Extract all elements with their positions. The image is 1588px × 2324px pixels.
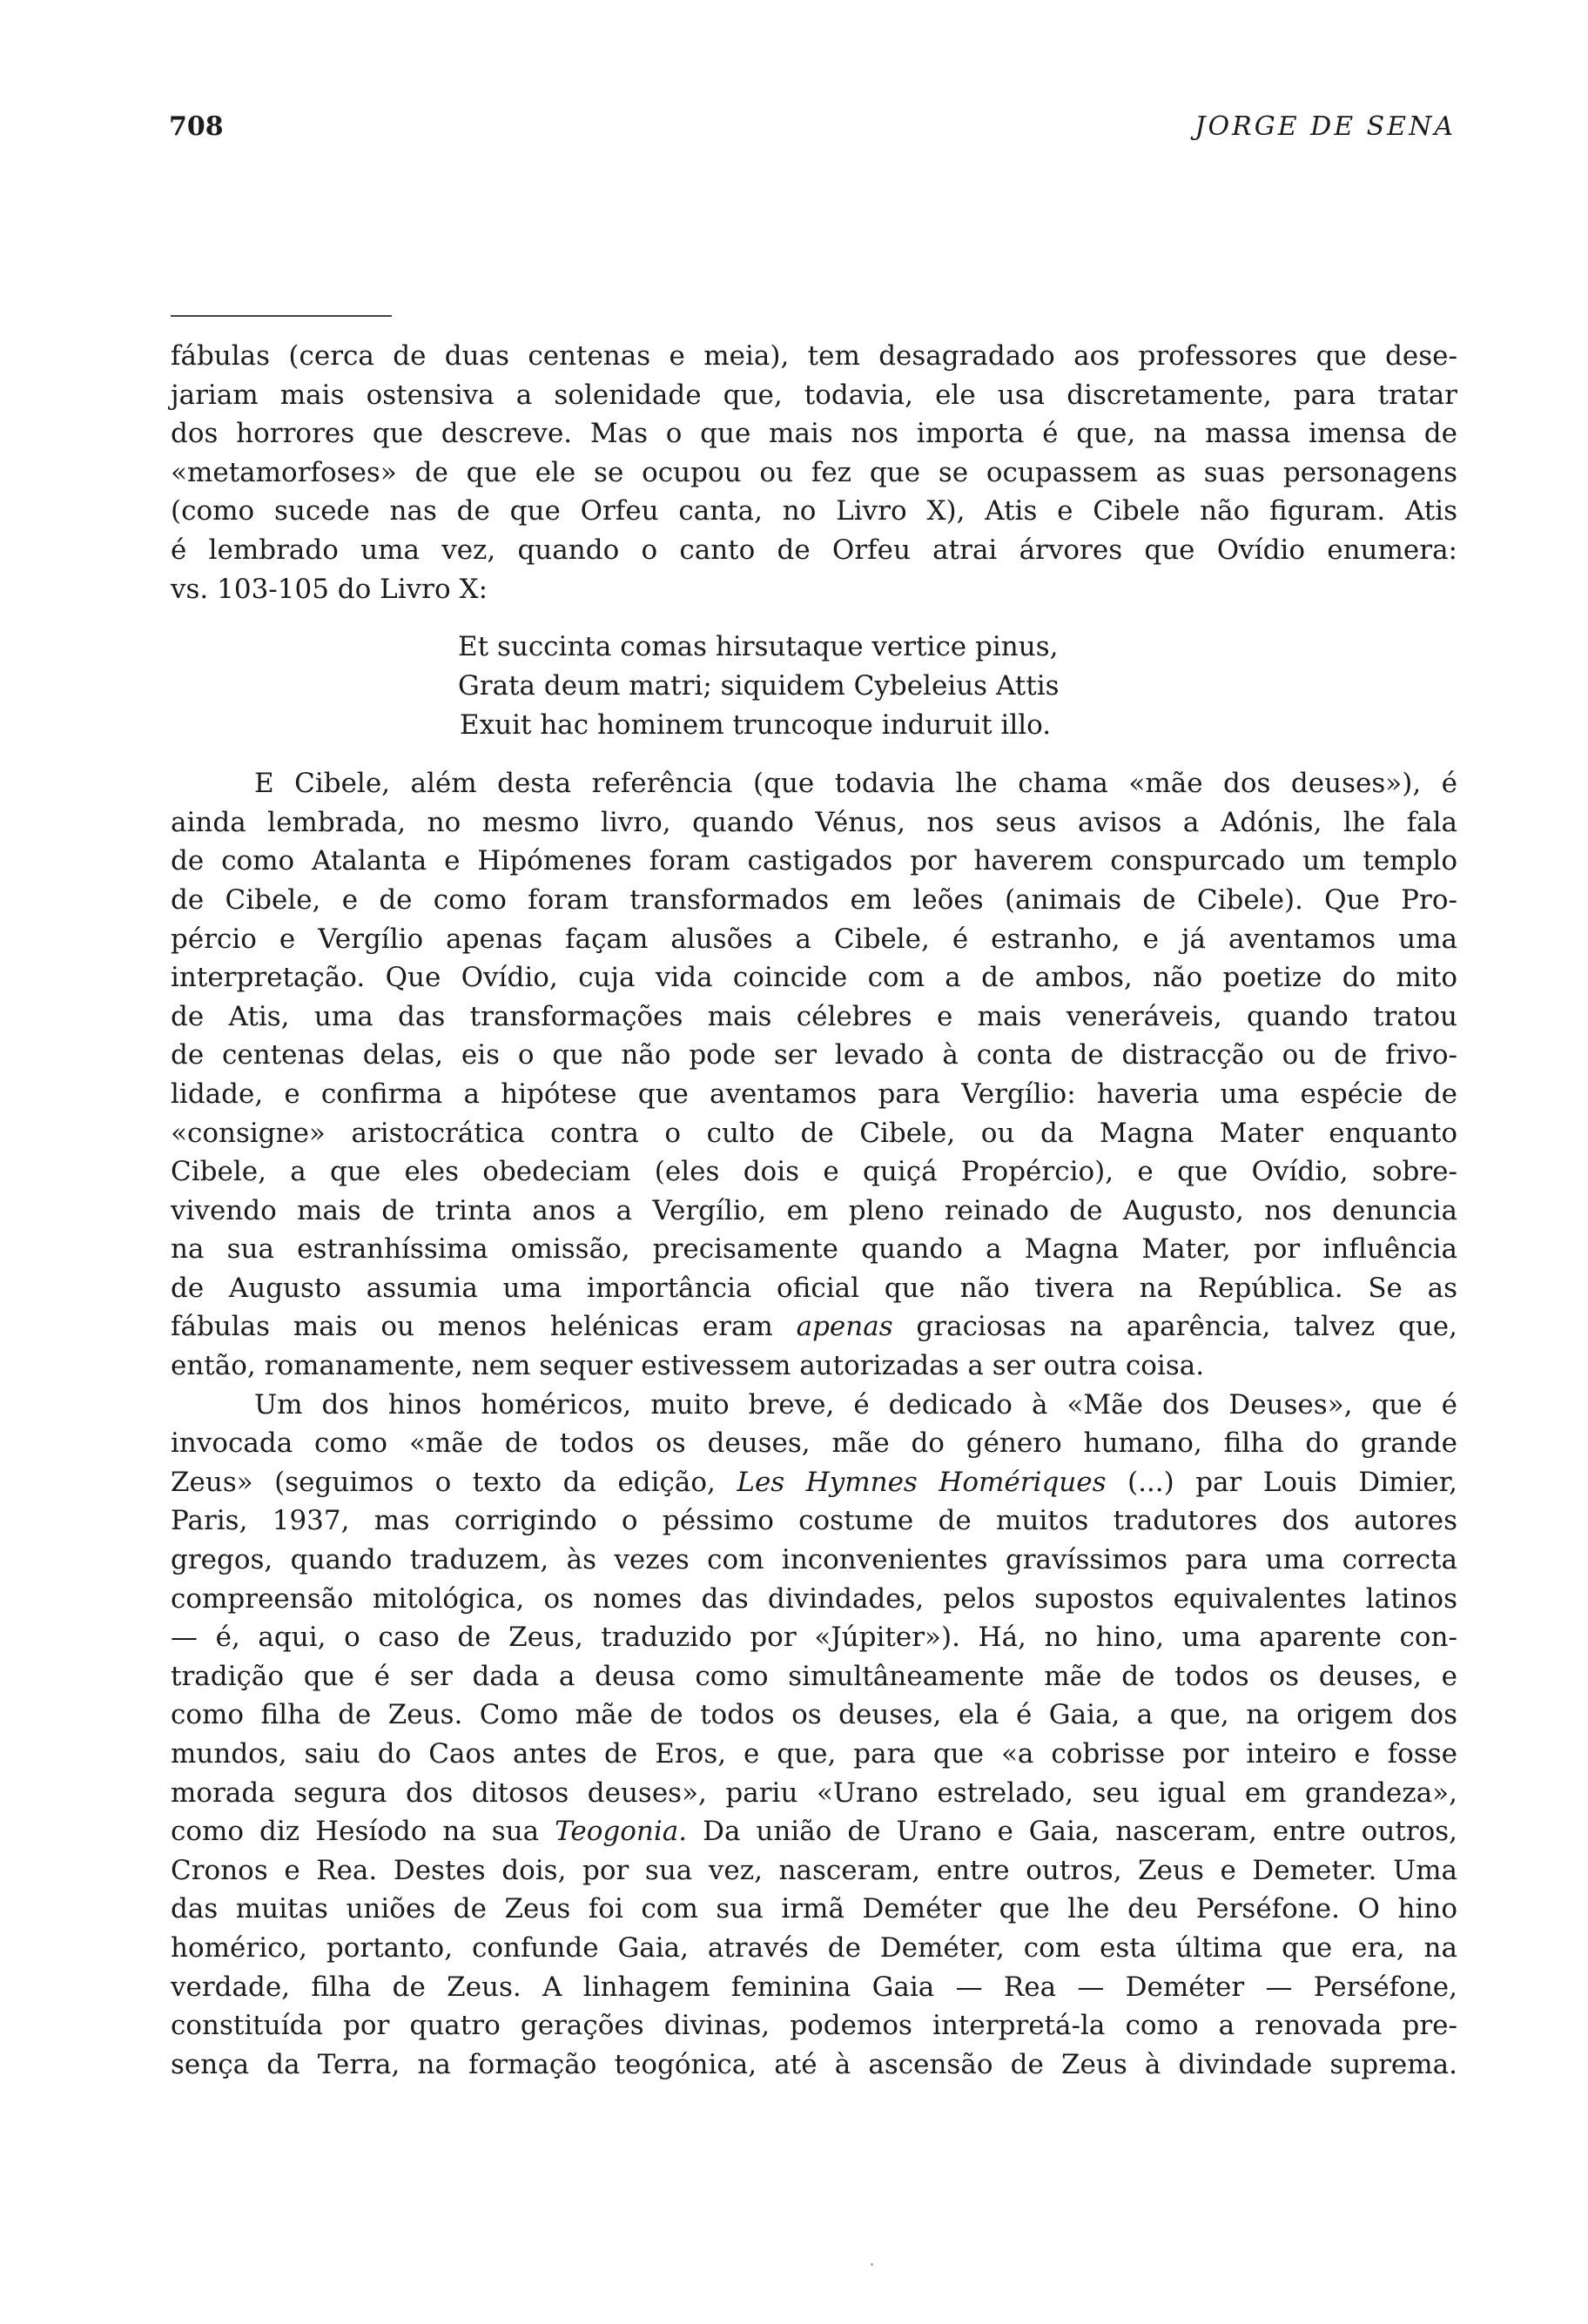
verse-line: Et succinta comas hirsutaque vertice pinus, (458, 631, 1059, 663)
text-line: «metamorfoses» de que ele se ocupou ou fez que se ocupassem as suas personagens (171, 456, 1457, 488)
text-line: (como sucede nas de que Orfeu canta, no Livro X), Atis e Cibele não figuram. Atis (171, 495, 1457, 527)
text-line (171, 1812, 1457, 1851)
text-run: Zeus» (seguimos o texto da edição, (171, 1466, 737, 1498)
text-line: na sua estranhíssima omissão, precisamente quando a Magna Mater, por influência (171, 1233, 1457, 1266)
text-line: vivendo mais de trinta anos a Vergílio, em pleno reinado de Augusto, nos denuncia (171, 1194, 1457, 1226)
text-line: como filha de Zeus. Como mãe de todos os deuses, ela é Gaia, a que, na origem dos (171, 1699, 1457, 1731)
text-line: E Cibele, além desta referência (que todavia lhe chama «mãe dos deuses»), é (254, 768, 1457, 800)
text-line: de Cibele, e de como foram transformados em leões (animais de Cibele). Que Pro- (171, 883, 1457, 916)
text-line: vs. 103-105 do Livro X: (171, 573, 488, 605)
verse-line: Exuit hac hominem truncoque induruit illo. (460, 709, 1052, 742)
text-line: de como Atalanta e Hipómenes foram castigados por haverem conspurcado um templo (171, 845, 1457, 877)
text-line: fábulas (cerca de duas centenas e meia), tem desagradado aos professores que dese- (171, 340, 1457, 372)
text-line: Cronos e Rea. Destes dois, por sua vez, nasceram, entre outros, Zeus e Demeter. Uma (171, 1854, 1457, 1886)
text-line: Paris, 1937, mas corrigindo o péssimo costume de muitos tradutores dos autores (171, 1505, 1457, 1537)
text-run: como diz Hesíodo na sua (171, 1816, 555, 1848)
text-line: constituída por quatro gerações divinas, podemos interpretá-la como a renovada pre- (171, 2010, 1457, 2042)
emphasis-apenas: apenas (796, 1311, 893, 1343)
text-line: gregos, quando traduzem, às vezes com inconvenientes gravíssimos para uma correcta (171, 1544, 1457, 1576)
verse-line: Grata deum matri; siquidem Cybeleius Attis (458, 670, 1060, 702)
text-line: tradição que é ser dada a deusa como simultâneamente mãe de todos os deuses, e (171, 1660, 1457, 1692)
running-head: JORGE DE SENA (1194, 111, 1456, 142)
text-run: fábulas mais ou menos helénicas eram (171, 1311, 797, 1343)
book-title-italic: Les Hymnes Homériques (737, 1466, 1107, 1498)
text-line (171, 1307, 1457, 1347)
text-line: Um dos hinos homéricos, muito breve, é dedicado à «Mãe dos Deuses», que é (254, 1388, 1457, 1421)
text-line: dos horrores que descreve. Mas o que mais nos importa é que, na massa imensa de (171, 418, 1457, 450)
text-line: então, romanamente, nem sequer estivessem autorizadas a ser outra coisa. (171, 1350, 1205, 1382)
text-line: ainda lembrada, no mesmo livro, quando Vénus, nos seus avisos a Adónis, lhe fala (171, 806, 1457, 838)
paragraph-2 (171, 764, 1457, 1386)
text-line: compreensão mitológica, os nomes das divindades, pelos supostos equivalentes latinos (171, 1582, 1457, 1615)
text-line: lidade, e confirma a hipótese que aventamos para Vergílio: haveria uma espécie de (171, 1078, 1457, 1110)
text-line: morada segura dos ditosos deuses», pariu «Urano estrelado, seu igual em grandeza», (171, 1777, 1457, 1809)
text-run: Da união de Urano e Gaia, nasceram, entre outros, (687, 1816, 1458, 1848)
text-line (171, 1463, 1457, 1502)
text-line: pércio e Vergílio apenas façam alusões a Cibele, é estranho, e já aventamos uma (171, 923, 1457, 955)
text-line: de centenas delas, eis o que não pode ser levado à conta de distracção ou de frivo- (171, 1039, 1457, 1071)
book-title-italic: Teogonia. (555, 1816, 688, 1848)
text-line: interpretação. Que Ovídio, cuja vida coincide com a de ambos, não poetize do mito (171, 962, 1457, 994)
text-line: Cibele, a que eles obedeciam (eles dois e quiçá Propércio), e que Ovídio, sobre- (171, 1156, 1457, 1188)
page-header (169, 111, 1456, 155)
paragraph-3 (171, 1386, 1457, 2085)
paragraph-1 (171, 337, 1457, 608)
text-line: de Atis, uma das transformações mais célebres e mais veneráveis, quando tratou (171, 1000, 1457, 1032)
text-line: mundos, saiu do Caos antes de Eros, e que, para que «a cobrisse por inteiro e fosse (171, 1738, 1457, 1770)
paper-speck (871, 2263, 873, 2266)
footnote-rule (171, 315, 392, 317)
text-run: (...) par Louis Dimier, (1106, 1466, 1457, 1498)
text-line: homérico, portanto, confunde Gaia, através de Deméter, com esta última que era, na (171, 1931, 1457, 1964)
text-line: é lembrado uma vez, quando o canto de Orfeu atrai árvores que Ovídio enumera: (171, 534, 1457, 566)
latin-verse-quote (458, 628, 1457, 745)
text-line: invocada como «mãe de todos os deuses, mãe do género humano, filha do grande (171, 1427, 1457, 1460)
text-line: verdade, filha de Zeus. A linhagem feminina Gaia — Rea — Deméter — Perséfone, (171, 1971, 1457, 2003)
page-number: 708 (169, 111, 224, 142)
text-line: «consigne» aristocrática contra o culto de Cibele, ou da Magna Mater enquanto (171, 1117, 1457, 1149)
text-line: — é, aqui, o caso de Zeus, traduzido por «Júpiter»). Há, no hino, uma aparente con- (171, 1622, 1457, 1654)
body-text (171, 337, 1457, 2084)
text-run: graciosas na aparência, talvez que, (892, 1311, 1457, 1343)
text-line: de Augusto assumia uma importância oficial que não tivera na República. Se as (171, 1272, 1457, 1304)
text-line: das muitas uniões de Zeus foi com sua irmã Deméter que lhe deu Perséfone. O hino (171, 1893, 1457, 1925)
text-line: jariam mais ostensiva a solenidade que, todavia, ele usa discretamente, para tratar (171, 379, 1457, 411)
text-line: sença da Terra, na formação teogónica, até à ascensão de Zeus à divindade suprema. (171, 2048, 1457, 2080)
